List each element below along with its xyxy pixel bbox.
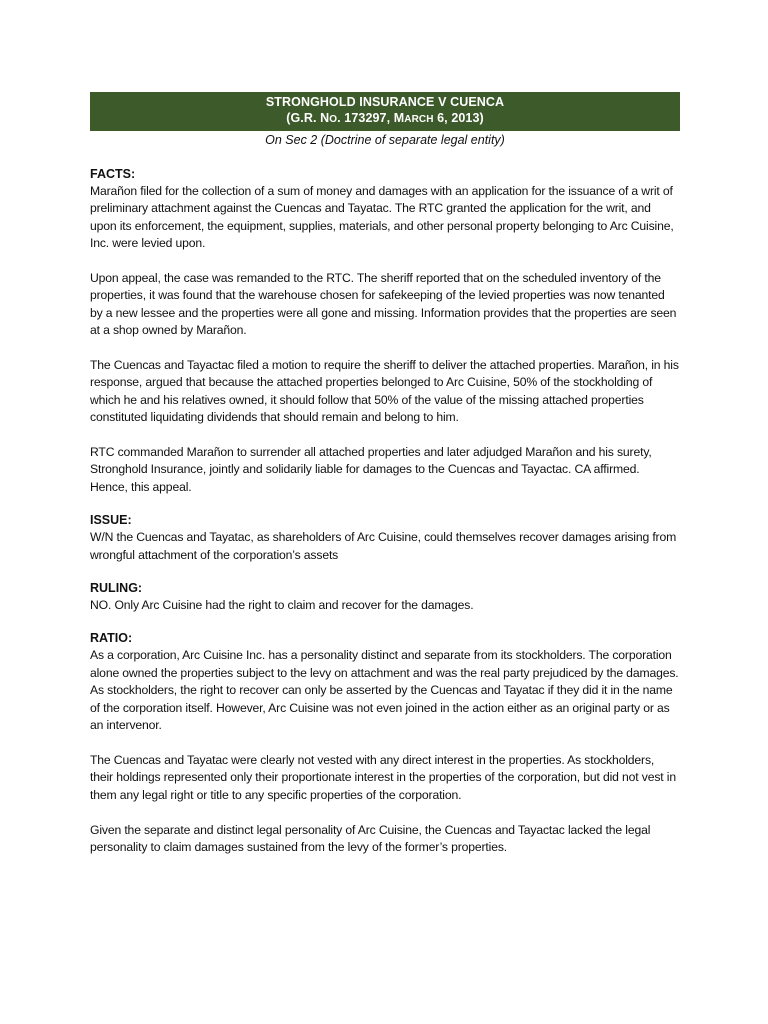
ruling-heading: RULING: bbox=[90, 581, 143, 596]
issue-heading: ISSUE: bbox=[90, 513, 132, 528]
case-subtitle: On Sec 2 (Doctrine of separate legal entity) bbox=[265, 133, 505, 147]
facts-paragraph: RTC commanded Marañon to surrender all attached properties and later adjudged Marañon and his surety, Stronghold Insurance, jointly and solidarily liable for damages to the Cuencas and Tayactac. CA affirmed. Hence, this appeal. bbox=[90, 445, 652, 494]
facts-paragraph: Upon appeal, the case was remanded to the RTC. The sheriff reported that on the scheduled inventory of the properties, it was found that the warehouse chosen for safekeeping of the levied properties was now tenanted by a new lessee and the properties were all gone and missing. Information provides that the properties are seen at a shop owned by Marañon. bbox=[90, 271, 677, 338]
facts-paragraph: The Cuencas and Tayactac filed a motion to require the sheriff to deliver the attached properties. Marañon, in his response, argued that because the attached properties belonged to Arc Cuisine, 50% of the stockholding of which he and his relatives owned, it should follow that 50% of the value of the missing attached properties constituted liquidating dividends that should remain and belong to him. bbox=[90, 358, 679, 425]
facts-section bbox=[90, 166, 680, 496]
document-body bbox=[90, 92, 680, 856]
facts-heading: FACTS: bbox=[90, 167, 136, 181]
issue-section bbox=[90, 512, 680, 564]
facts-paragraph: Marañon filed for the collection of a sum of money and damages with an application for the issuance of a writ of preliminary attachment against the Cuencas and Tayatac. The RTC granted the application for the writ, and upon its enforcement, the equipment, supplies, materials, and other personal property belonging to Arc Cuisine, Inc. were levied upon. bbox=[90, 184, 674, 251]
case-title: STRONGHOLD INSURANCE V CUENCA bbox=[265, 95, 505, 109]
ratio-paragraph: The Cuencas and Tayatac were clearly not vested with any direct interest in the properties. As stockholders, their holdings represented only their proportionate interest in the properties of the corporation, but did not vest in them any legal right or title to any specific properties of the corporation. bbox=[90, 752, 676, 802]
case-title-band bbox=[90, 92, 680, 131]
ratio-heading: RATIO: bbox=[90, 631, 133, 646]
ruling-section bbox=[90, 580, 680, 614]
ratio-section bbox=[90, 630, 680, 856]
case-citation: (G.R. NO. 173297, MARCH 6, 2013) bbox=[286, 111, 484, 125]
issue-paragraph: W/N the Cuencas and Tayatac, as shareholders of Arc Cuisine, could themselves recover damages arising from wrongful attachment of the corporation’s assets bbox=[90, 530, 677, 562]
ratio-paragraph: Given the separate and distinct legal personality of Arc Cuisine, the Cuencas and Tayactac lacked the legal personality to claim damages sustained from the levy of the former’s properties. bbox=[90, 822, 651, 854]
ruling-paragraph: NO. Only Arc Cuisine had the right to claim and recover for the damages. bbox=[90, 598, 474, 613]
ratio-paragraph: As a corporation, Arc Cuisine Inc. has a personality distinct and separate from its stockholders. The corporation alone owned the properties subject to the levy on attachment and was the real party prejudiced by the damages. As stockholders, the right to recover can only be asserted by the Cuencas and Tayatac if they did it in the name of the corporation itself. However, Arc Cuisine was not even joined in the action either as an original party or as an intervenor. bbox=[90, 648, 679, 733]
